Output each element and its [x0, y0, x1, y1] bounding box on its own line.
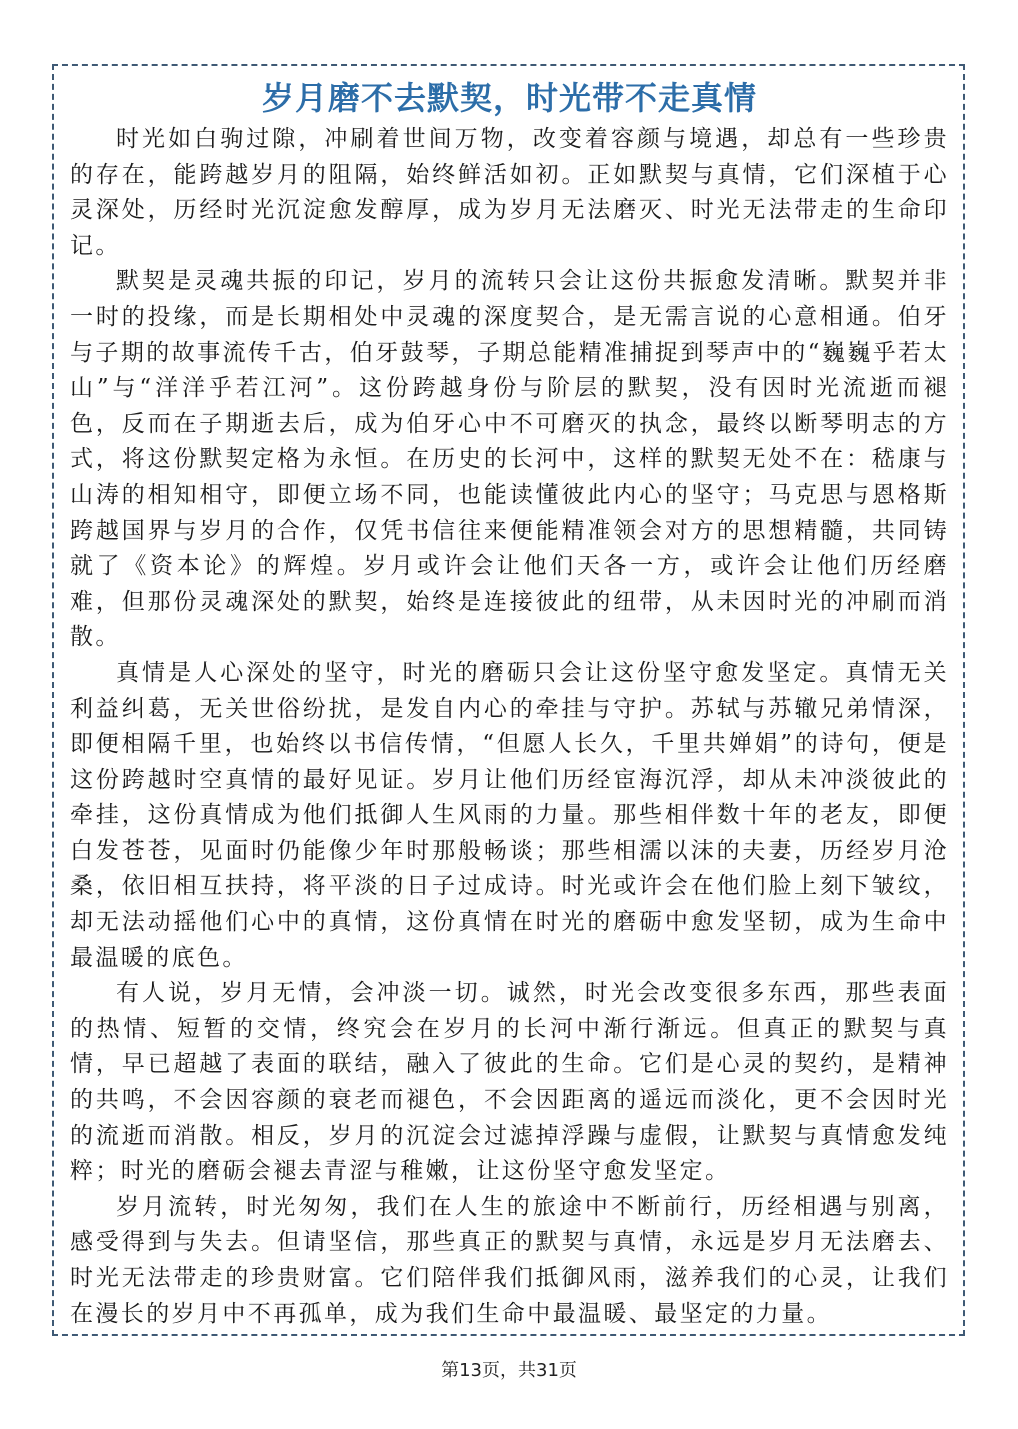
page-number-footer: 第13页，共31页 [441, 1360, 577, 1381]
essay-body [70, 122, 949, 1332]
paragraph-tacit-understanding: 默契是灵魂共振的印记，岁月的流转只会让这份共振愈发清晰。默契并非一时的投缘，而是长期相处中灵魂的深度契合，是无需言说的心意相通。伯牙与子期的故事流传千古，伯牙鼓琴，子期总能精准捕捉到琴声中的“巍巍乎若太山”与“洋洋乎若江河”。这份跨越身份与阶层的默契，没有因时光流逝而褪色，反而在子期逝去后，成为伯牙心中不可磨灭的执念，最终以断琴明志的方式，将这份默契定格为永恒。在历史的长河中，这样的默契无处不在：嵇康与山涛的相知相守，即便立场不同，也能读懂彼此内心的坚守；马克思与恩格斯跨越国界与岁月的合作，仅凭书信往来便能精准领会对方的思想精髓，共同铸就了《资本论》的辉煌。岁月或许会让他们天各一方，或许会让他们历经磨难，但那份灵魂深处的默契，始终是连接彼此的纽带，从未因时光的冲刷而消散。 [70, 268, 949, 651]
paragraph-true-affection: 真情是人心深处的坚守，时光的磨砺只会让这份坚守愈发坚定。真情无关利益纠葛，无关世俗纷扰，是发自内心的牵挂与守护。苏轼与苏辙兄弟情深，即便相隔千里，也始终以书信传情，“但愿人长久，千里共婵娟”的诗句，便是这份跨越时空真情的最好见证。岁月让他们历经宦海沉浮，却从未冲淡彼此的牵挂，这份真情成为他们抵御人生风雨的力量。那些相伴数十年的老友，即便白发苍苍，见面时仍能像少年时那般畅谈；那些相濡以沫的夫妻，历经岁月沧桑，依旧相互扶持，将平淡的日子过成诗。时光或许会在他们脸上刻下皱纹，却无法动摇他们心中的真情，这份真情在时光的磨砺中愈发坚韧，成为生命中最温暖的底色。 [70, 659, 949, 971]
paragraph-counterargument: 有人说，岁月无情，会冲淡一切。诚然，时光会改变很多东西，那些表面的热情、短暂的交情，终究会在岁月的长河中渐行渐远。但真正的默契与真情，早已超越了表面的联结，融入了彼此的生命。它们是心灵的契约，是精神的共鸣，不会因容颜的衰老而褪色，不会因距离的遥远而淡化，更不会因时光的流逝而消散。相反，岁月的沉淀会过滤掉浮躁与虚假，让默契与真情愈发纯粹；时光的磨砺会褪去青涩与稚嫩，让这份坚守愈发坚定。 [70, 980, 949, 1185]
document-title: 岁月磨不去默契，时光带不走真情 [261, 79, 757, 117]
paragraph-intro: 时光如白驹过隙，冲刷着世间万物，改变着容颜与境遇，却总有一些珍贵的存在，能跨越岁月的阻隔，始终鲜活如初。正如默契与真情，它们深植于心灵深处，历经时光沉淀愈发醇厚，成为岁月无法磨灭、时光无法带走的生命印记。 [70, 126, 949, 259]
paragraph-conclusion: 岁月流转，时光匆匆，我们在人生的旅途中不断前行，历经相遇与别离，感受得到与失去。但请坚信，那些真正的默契与真情，永远是岁月无法磨去、时光无法带走的珍贵财富。它们陪伴我们抵御风雨，滋养我们的心灵，让我们在漫长的岁月中不再孤单，成为我们生命中最温暖、最坚定的力量。 [70, 1193, 949, 1327]
page-frame [52, 64, 965, 1336]
